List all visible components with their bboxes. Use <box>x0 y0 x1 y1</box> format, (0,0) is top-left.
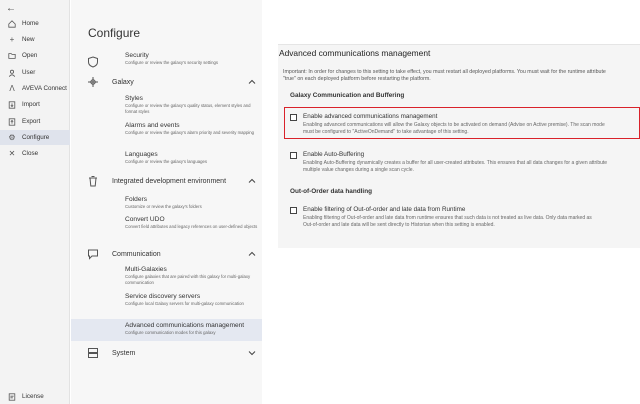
galaxy-icon <box>87 76 99 88</box>
galaxy-item-alarms[interactable] <box>125 121 259 136</box>
important-note <box>283 69 640 83</box>
nav-item-aveva-connect[interactable] <box>0 81 70 96</box>
option-advanced-communications <box>284 113 640 137</box>
item-desc: Configure or review the galaxy's languages <box>125 159 208 164</box>
nav-item-open[interactable] <box>0 48 70 63</box>
checkbox-advanced-communications[interactable] <box>290 114 297 121</box>
nav-label: User <box>22 69 36 76</box>
left-nav <box>0 0 70 404</box>
item-title: Styles <box>125 95 143 102</box>
checkbox-auto-buffering[interactable] <box>290 152 297 159</box>
security-item[interactable] <box>125 51 259 66</box>
nav-label: Configure <box>22 134 50 141</box>
item-title: Alarms and events <box>125 122 180 129</box>
nav-item-configure[interactable] <box>0 130 70 145</box>
desc-line: multiple value changes during a single scan cycle. <box>303 166 414 173</box>
page-title: Configure <box>88 26 141 40</box>
section-heading-out-of-order: Out-of-Order data handling <box>290 188 373 195</box>
nav-label: New <box>22 36 35 43</box>
option-desc <box>303 215 640 228</box>
chevron-up-icon[interactable] <box>248 78 256 86</box>
group-ide[interactable] <box>71 173 262 189</box>
item-desc: Configure or review the galaxy's quality status, element styles and format styles <box>125 103 251 114</box>
home-icon <box>8 20 16 28</box>
nav-label: Export <box>22 118 41 125</box>
group-title: Communication <box>112 250 161 258</box>
security-title: Security <box>125 52 149 59</box>
item-title: Languages <box>125 151 158 158</box>
folder-icon <box>8 52 16 60</box>
option-out-of-order-filter <box>284 206 640 230</box>
desc-line: must be configured to "ActiveOnDemand" to take advantage of this setting. <box>303 128 469 135</box>
comm-item-service-discovery[interactable] <box>125 292 259 307</box>
nav-item-new[interactable] <box>0 32 70 47</box>
config-categories-pane <box>71 0 262 404</box>
ide-item-folders[interactable] <box>125 195 259 210</box>
item-desc: Convert field attributes and legacy references on user-defined objects <box>125 224 258 229</box>
nav-label: Home <box>22 20 39 27</box>
group-galaxy[interactable] <box>71 74 262 90</box>
trash-bin-icon <box>87 175 99 187</box>
option-desc <box>303 160 640 173</box>
item-desc: Customize or review the galaxy's folders <box>125 204 202 209</box>
desc-line: Enabling advanced communications will allow the Galaxy objects to be activated on demand (Advise on Active premise). The scan mode <box>303 122 605 128</box>
item-title: Advanced communications management <box>125 322 245 329</box>
nav-label: Open <box>22 52 38 59</box>
item-desc: Configure or review the galaxy's alarm priority and severity mapping <box>125 130 255 135</box>
ide-item-convert-udo[interactable] <box>125 215 259 230</box>
desc-line: Enabling filtering of Out-of-order and late data from runtime ensures that such data is not treated as live data. Only data marked as <box>303 215 592 221</box>
nav-item-close[interactable] <box>0 146 70 161</box>
group-system[interactable] <box>71 345 262 361</box>
aveva-icon: Λ <box>9 84 15 93</box>
plus-icon: + <box>9 35 15 44</box>
nav-label: Import <box>22 101 40 108</box>
desc-line: Enabling Auto-Buffering dynamically creates a buffer for all user-created attributes. This ensures that all data changes for a given attribute <box>303 160 608 166</box>
group-title: System <box>112 349 136 357</box>
option-auto-buffering <box>284 151 640 175</box>
option-label[interactable]: Enable advanced communications management <box>303 113 438 120</box>
nav-item-license[interactable] <box>0 389 70 404</box>
chevron-down-icon[interactable] <box>248 349 256 357</box>
chevron-up-icon[interactable] <box>248 177 256 185</box>
item-title: Service discovery servers <box>125 293 201 300</box>
nav-item-user[interactable] <box>0 65 70 80</box>
nav-item-import[interactable] <box>0 97 70 112</box>
important-line-1: Important: In order for changes to this setting to take effect, you must restart all deployed platforms. You must wait for the runtime attribute <box>283 69 606 75</box>
nav-label: License <box>22 393 44 400</box>
section-heading-buffering: Galaxy Communication and Buffering <box>290 92 405 99</box>
gear-icon: ⚙ <box>8 133 16 142</box>
nav-item-home[interactable] <box>0 16 70 31</box>
settings-title: Advanced communications management <box>279 48 431 58</box>
server-icon <box>87 347 99 359</box>
important-line-2: "true" on each deployed platform before restarting the platform. <box>283 76 431 82</box>
nav-item-export[interactable] <box>0 114 70 129</box>
galaxy-item-styles[interactable] <box>125 94 259 114</box>
comm-item-multi-galaxies[interactable] <box>125 265 259 285</box>
checkbox-out-of-order-filter[interactable] <box>290 207 297 214</box>
item-desc: Configure communication modes for this galaxy <box>125 330 216 335</box>
item-title: Multi-Galaxies <box>125 266 167 273</box>
user-icon <box>8 69 16 77</box>
item-desc: Configure galaxies that are paired with this galaxy for multi-galaxy communication <box>125 274 251 285</box>
item-desc: Configure local Galaxy servers for multi-galaxy communication <box>125 301 244 306</box>
option-desc <box>303 122 640 135</box>
nav-label: AVEVA Connect <box>22 85 67 92</box>
comm-item-advanced-communications[interactable] <box>125 321 259 336</box>
nav-label: Close <box>22 150 39 157</box>
option-label[interactable]: Enable filtering of Out-of-order and late data from Runtime <box>303 206 466 213</box>
shield-icon <box>87 56 99 68</box>
galaxy-item-languages[interactable] <box>125 150 259 165</box>
chat-icon <box>87 248 99 260</box>
group-title: Integrated development environment <box>112 177 227 185</box>
group-title: Galaxy <box>112 78 134 86</box>
export-icon <box>8 118 16 126</box>
option-label[interactable]: Enable Auto-Buffering <box>303 151 365 158</box>
desc-line: Out-of-order and late data will be sent directly to Historian when this setting is enabled. <box>303 221 495 228</box>
chevron-up-icon[interactable] <box>248 250 256 258</box>
back-arrow-icon[interactable]: ← <box>6 3 16 14</box>
close-icon: ✕ <box>8 149 16 158</box>
item-title: Folders <box>125 196 147 203</box>
license-icon <box>8 393 16 401</box>
group-communication[interactable] <box>71 246 262 262</box>
item-title: Convert UDO <box>125 216 165 223</box>
import-icon <box>8 101 16 109</box>
security-desc: Configure or review the galaxy's security settings <box>125 60 219 65</box>
